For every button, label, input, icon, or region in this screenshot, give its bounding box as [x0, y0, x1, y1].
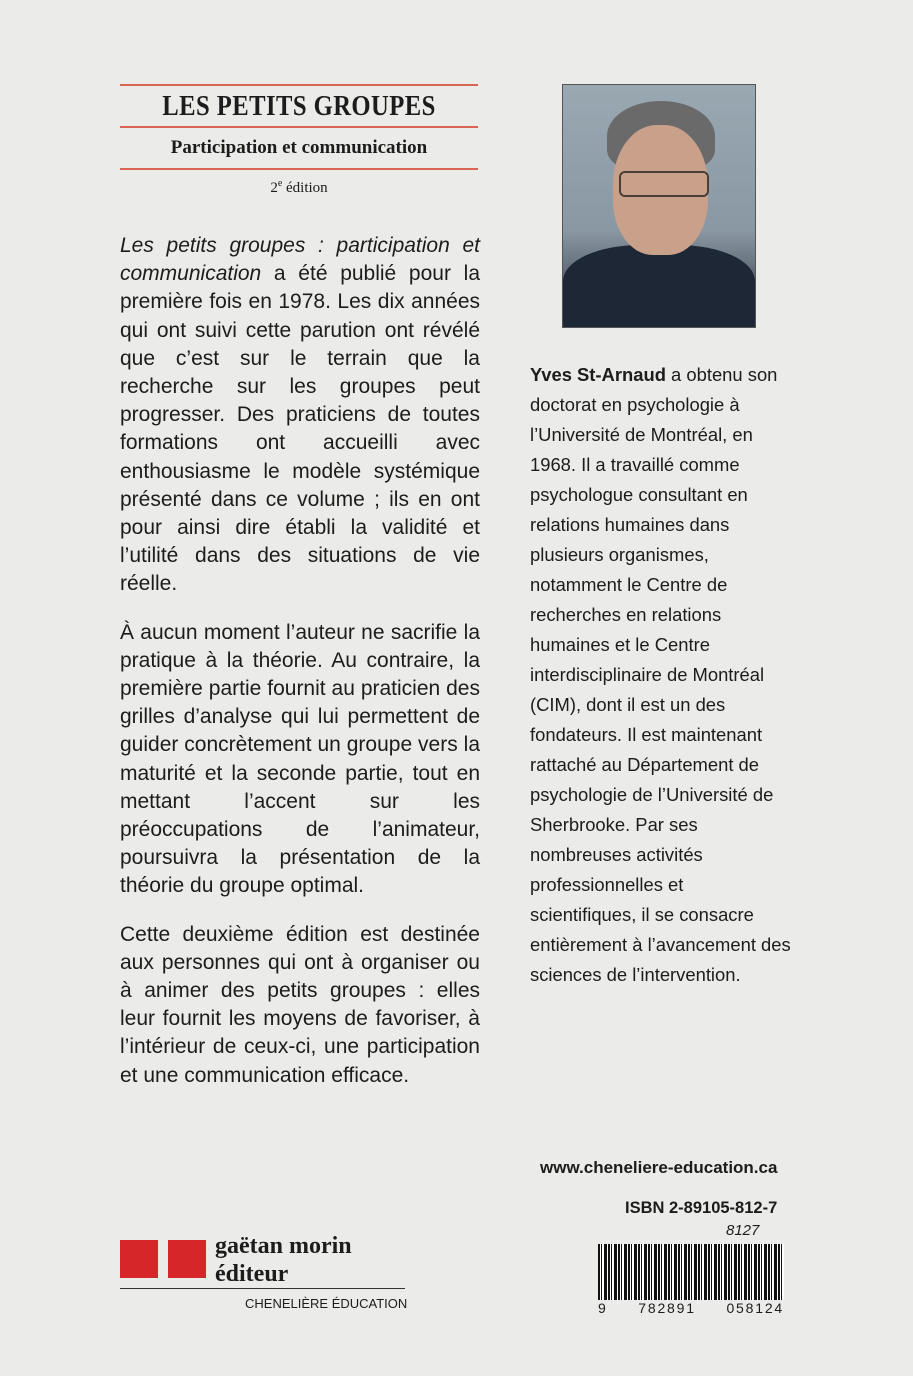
logo-square-1 [120, 1240, 158, 1278]
book-title: LES PETITS GROUPES [162, 91, 436, 122]
barcode-digit-group-2: 782891 [638, 1300, 696, 1316]
book-summary [120, 232, 480, 1110]
publisher-website[interactable]: www.cheneliere-education.ca [540, 1158, 778, 1177]
barcode-bars [598, 1244, 784, 1300]
author-photo [562, 84, 756, 328]
summary-paragraph-1 [120, 232, 480, 599]
logo-square-2 [168, 1240, 206, 1278]
summary-p1-text: a été publié pour la première fois en 1978. Les dix années qui ont suivi cette parution ont révélé que c’est sur le terrain que la recherche sur les groupes peut progresser. Des praticiens de toutes formations ont accueilli avec enthousiasme le modèle systémique présenté dans ce volume ; ils en ont pour ainsi dire établi la validité et l’utilité dans des situations de vie réelle. [120, 262, 480, 596]
isbn-barcode [598, 1244, 784, 1316]
publisher-imprint: CHENELIÈRE ÉDUCATION [245, 1296, 408, 1311]
barcode-digits [598, 1300, 784, 1316]
edition-superscript: e [277, 178, 283, 189]
book-subtitle: Participation et communication [170, 137, 428, 158]
photo-glasses [619, 171, 709, 197]
publisher-name-line-1: gaëtan morin [215, 1233, 352, 1259]
book-code: 8127 [726, 1222, 760, 1239]
edition-label [120, 178, 478, 197]
edition-number: 2 [270, 180, 278, 196]
summary-paragraph-3: Cette deuxième édition est destinée aux personnes qui ont à organiser ou à animer des petits groupes : elles leur fournit les moyens de favoriser, à l’intérieur de ceux-ci, une participation et une communication efficace. [120, 922, 480, 1087]
author-bio [530, 360, 792, 990]
publisher-name [215, 1232, 352, 1288]
barcode-digit-group-3: 058124 [726, 1300, 784, 1316]
isbn-number: ISBN 2-89105-812-7 [625, 1199, 778, 1217]
title-bottom-rule [120, 168, 478, 170]
summary-paragraph-2: À aucun moment l’auteur ne sacrifie la pratique à la théorie. Au contraire, la première partie fournit au praticien des grilles d’analyse qui lui permettent de guider concrètement un groupe vers la maturité et la seconde partie, tout en mettant l’accent sur les préoccupations de l’animateur, poursuivra la présentation de la théorie du groupe optimal. [120, 620, 480, 898]
photo-body [563, 245, 755, 328]
title-block [120, 84, 478, 197]
edition-word: édition [286, 180, 328, 196]
logo-rule [120, 1288, 405, 1289]
author-bio-text [530, 360, 792, 990]
author-name: Yves St-Arnaud [530, 364, 666, 385]
barcode-digit-group-1: 9 [598, 1300, 608, 1316]
publisher-name-line-2: éditeur [215, 1261, 289, 1287]
author-bio-body: a obtenu son doctorat en psychologie à l’Université de Montréal, en 1968. Il a travaillé comme psychologue consultant en relations humaines dans plusieurs organismes, notamment le Centre de recherches en relations humaines et le Centre interdisciplinaire de Montréal (CIM), dont il est un des fondateurs. Il est maintenant rattaché au Département de psychologie de l’Université de Sherbrooke. Par ses nombreuses activités professionnelles et scientifiques, il se consacre entièrement à l’avancement des sciences de l’intervention. [530, 364, 791, 985]
summary-title-italic: Les petits groupes : participation et communication [120, 234, 480, 286]
